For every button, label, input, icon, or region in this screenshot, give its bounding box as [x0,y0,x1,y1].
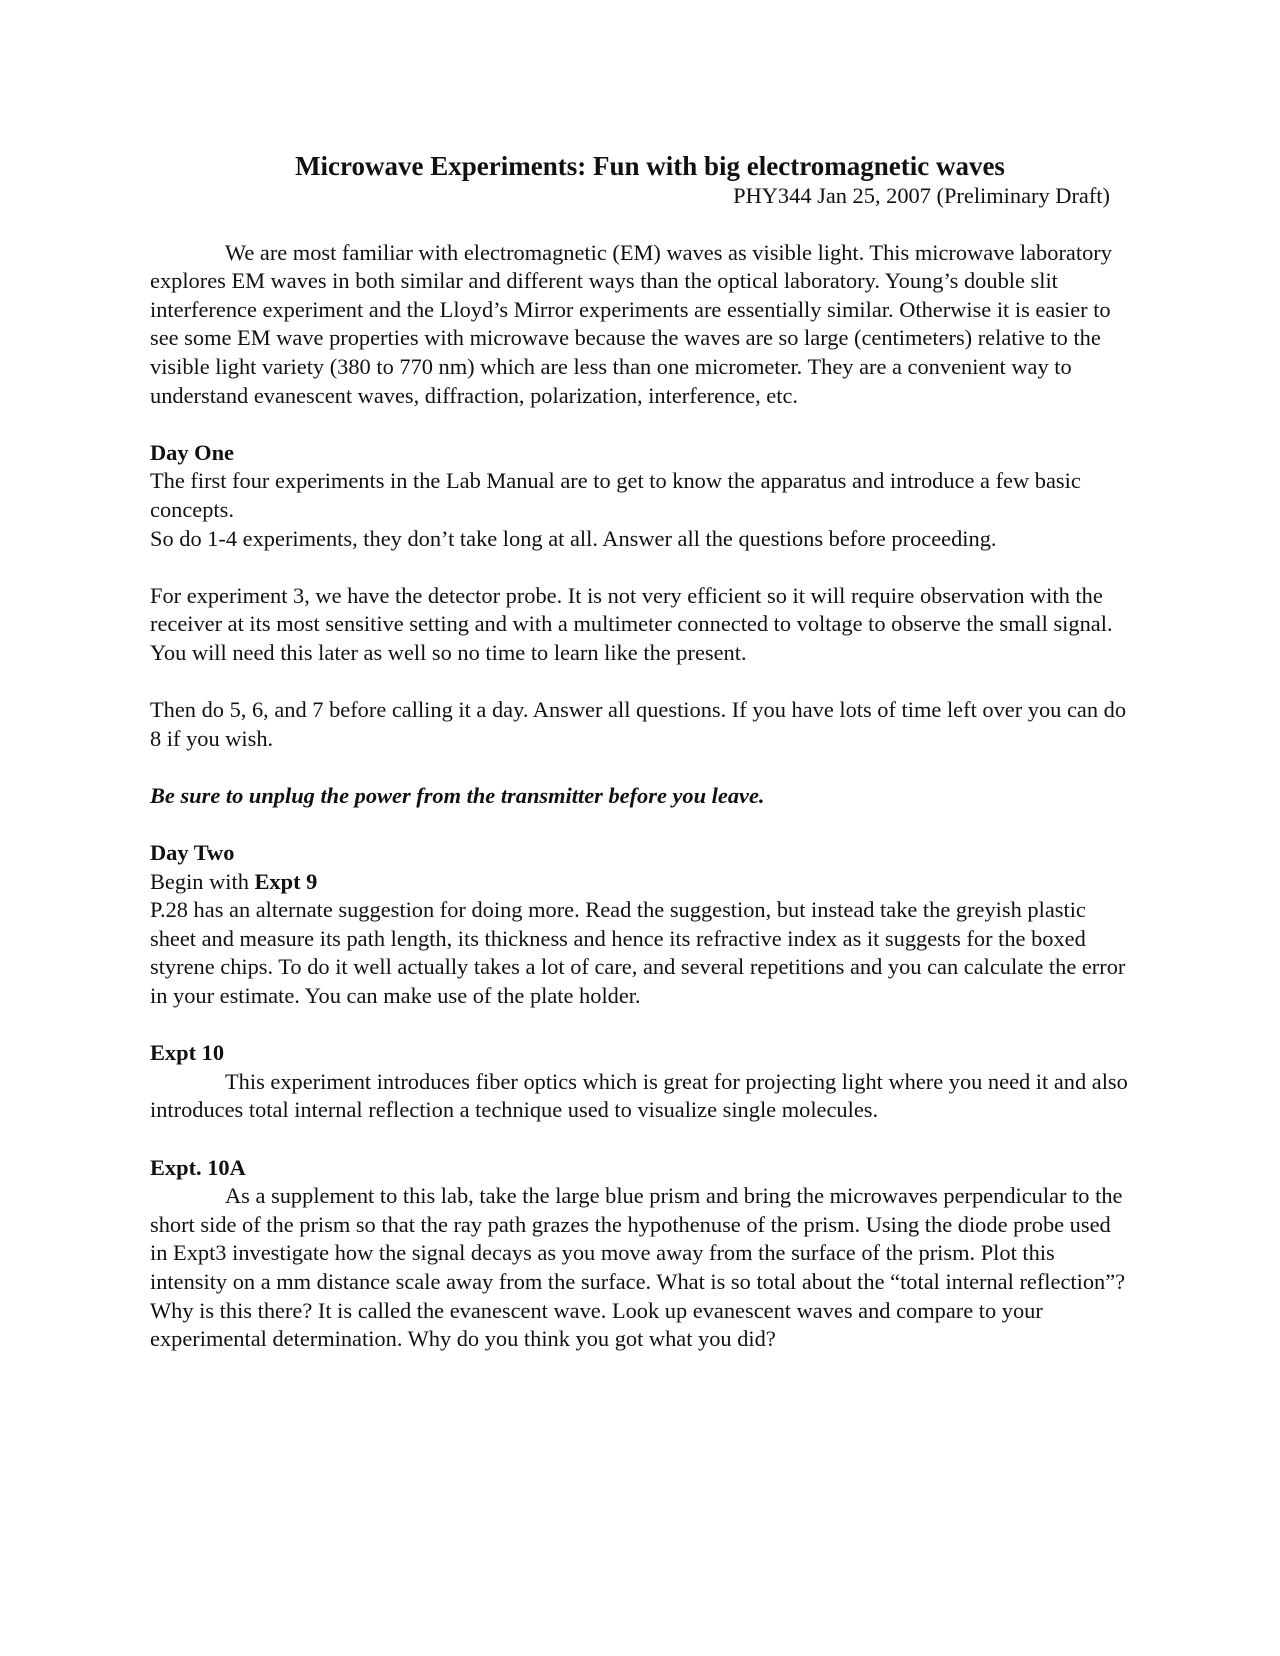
intro-paragraph: We are most familiar with electromagnetic (EM) waves as visible light. This microwave laboratory explores EM waves in both similar and different ways than the optical laboratory. Young’s double slit interference experiment and the Lloyd’s Mirror experiments are essentially similar. Otherwise it is easier to see some EM wave properties with microwave because the waves are so large (centimeters) relative to the visible light variety (380 to 770 nm) which are less than one micrometer. They are a convenient way to understand evanescent waves, diffraction, polarization, interference, etc. [150,239,1112,408]
expt10a-heading: Expt. 10A [150,1154,246,1180]
expt10a-paragraph: As a supplement to this lab, take the large blue prism and bring the microwaves perpendicular to the short side of the prism so that the ray path grazes the hypothenuse of the prism. Using the diode probe used in Expt3 investigate how the signal decays as you move away from the surface of the prism. Plot this intensity on a mm distance scale away from the surface. What is so total about the “total internal reflection”? Why is this there? It is called the evanescent wave. Look up evanescent waves and compare to your experimental determination. Why do you think you got what you did? [150,1183,1126,1352]
day-one-heading: Day One [150,439,234,465]
document-page [150,150,1130,1382]
begin-prefix: Begin with [150,868,255,894]
day-one-paragraph-3: For experiment 3, we have the detector probe. It is not very efficient so it will require observation with the receiver at its most sensitive setting and with a multimeter connected to voltage to observe the small signal. You will need this later as well so no time to learn like the present. [150,582,1113,665]
day-two-paragraph: P.28 has an alternate suggestion for doing more. Read the suggestion, but instead take the greyish plastic sheet and measure its path length, its thickness and hence its refractive index as it suggests for the boxed styrene chips. To do it well actually takes a lot of care, and several repetitions and you can calculate the error in your estimate. You can make use of the plate holder. [150,897,1126,1009]
day-two-heading: Day Two [150,840,235,866]
day-one-paragraph-1: The first four experiments in the Lab Manual are to get to know the apparatus and introduce a few basic concepts. [150,468,1081,522]
expt10-paragraph: This experiment introduces fiber optics which is great for projecting light where you need it and also introduces total internal reflection a technique used to visualize single molecules. [150,1068,1128,1123]
day-one-paragraph-2: So do 1-4 experiments, they don’t take long at all. Answer all the questions before proceeding. [150,525,997,551]
day-two-begin-line [150,868,1130,897]
document-title: Microwave Experiments: Fun with big electromagnetic waves [295,151,1005,181]
expt10-heading: Expt 10 [150,1040,225,1066]
begin-expt: Expt 9 [254,868,318,894]
day-one-paragraph-4: Then do 5, 6, and 7 before calling it a day. Answer all questions. If you have lots of time left over you can do 8 if you wish. [150,697,1127,751]
unplug-warning: Be sure to unplug the power from the transmitter before you leave. [150,782,765,808]
document-subtitle: PHY344 Jan 25, 2007 (Preliminary Draft) [733,183,1110,208]
